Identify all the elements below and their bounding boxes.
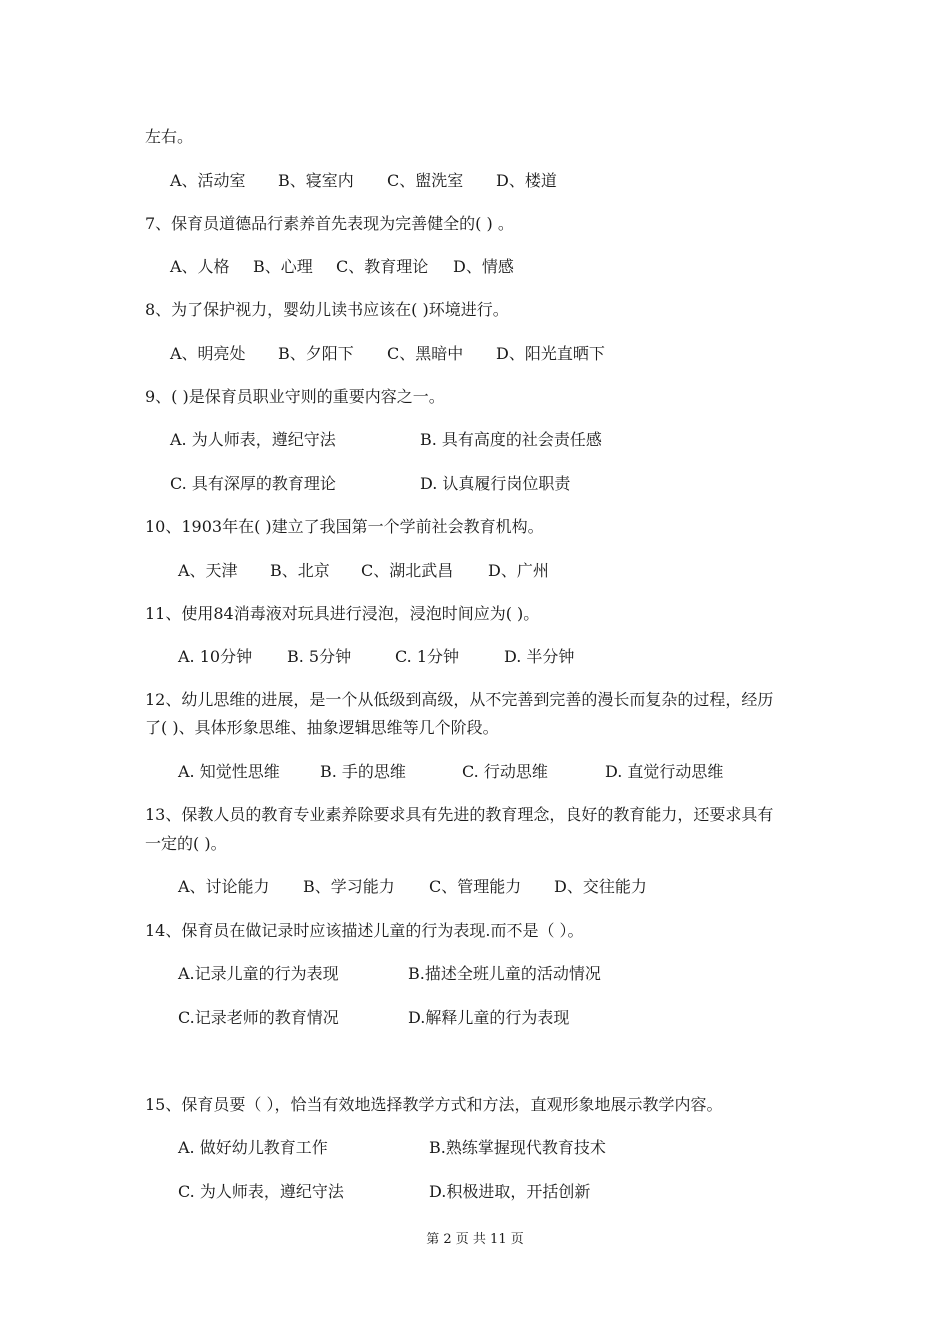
option-b: B、学习能力: [303, 877, 395, 896]
question-13: 13、保教人员的教育专业素养除要求具有先进的教育理念，良好的教育能力，还要求具有: [145, 805, 774, 824]
question-9: 9、( )是保育员职业守则的重要内容之一。: [145, 387, 445, 406]
page-footer: 第 2 页 共 11 页: [426, 1232, 524, 1247]
option-a: A. 知觉性思维: [178, 762, 280, 781]
option-d: D、广州: [488, 561, 549, 580]
option-b: B、寝室内: [278, 171, 354, 190]
text-line: 左右。: [145, 127, 194, 146]
option-a: A. 为人师表，遵纪守法: [170, 430, 336, 449]
option-d: D、交往能力: [554, 877, 647, 896]
option-a: A. 10分钟: [178, 647, 253, 666]
option-c: C. 为人师表，遵纪守法: [178, 1182, 344, 1201]
question-11: 11、使用84消毒液对玩具进行浸泡，浸泡时间应为( )。: [145, 604, 540, 623]
option-d: D.积极进取，开括创新: [429, 1182, 591, 1201]
option-c: C、湖北武昌: [361, 561, 454, 580]
option-b: B.描述全班儿童的活动情况: [408, 964, 601, 983]
option-d: D. 直觉行动思维: [605, 762, 724, 781]
question-15: 15、保育员要（ ），恰当有效地选择教学方式和方法，直观形象地展示教学内容。: [145, 1095, 723, 1114]
option-c: C、管理能力: [429, 877, 522, 896]
option-c: C.记录老师的教育情况: [178, 1008, 339, 1027]
option-a: A、活动室: [170, 171, 246, 190]
question-8: 8、为了保护视力，婴幼儿读书应该在( )环境进行。: [145, 300, 509, 319]
option-a: A、讨论能力: [178, 877, 270, 896]
option-b: B. 5分钟: [287, 647, 352, 666]
option-a: A.记录儿童的行为表现: [178, 964, 339, 983]
question-10: 10、1903年在( )建立了我国第一个学前社会教育机构。: [145, 517, 544, 536]
question-12-cont: 了( )、具体形象思维、抽象逻辑思维等几个阶段。: [145, 718, 499, 737]
option-b: B、夕阳下: [278, 344, 354, 363]
option-c: C. 1分钟: [395, 647, 460, 666]
option-d: D. 半分钟: [504, 647, 575, 666]
option-c: C. 具有深厚的教育理论: [170, 474, 336, 493]
option-b: B. 手的思维: [320, 762, 406, 781]
option-a: A、明亮处: [170, 344, 246, 363]
option-a: A、人格: [170, 257, 230, 276]
option-c: C. 行动思维: [462, 762, 548, 781]
option-d: D.解释儿童的行为表现: [408, 1008, 570, 1027]
option-d: D、情感: [453, 257, 514, 276]
question-7: 7、保育员道德品行素养首先表现为完善健全的( ) 。: [145, 214, 514, 233]
option-d: D. 认真履行岗位职责: [420, 474, 571, 493]
option-b: B.熟练掌握现代教育技术: [429, 1138, 606, 1157]
option-b: B. 具有高度的社会责任感: [420, 430, 602, 449]
option-c: C、盥洗室: [387, 171, 464, 190]
question-13-cont: 一定的( )。: [145, 834, 227, 853]
option-c: C、教育理论: [336, 257, 429, 276]
option-d: D、阳光直晒下: [496, 344, 605, 363]
option-a: A、天津: [178, 561, 238, 580]
question-14: 14、保育员在做记录时应该描述儿童的行为表现.而不是（ ）。: [145, 921, 584, 940]
question-12: 12、幼儿思维的进展，是一个从低级到高级，从不完善到完善的漫长而复杂的过程，经历: [145, 690, 774, 709]
option-c: C、黑暗中: [387, 344, 464, 363]
option-d: D、楼道: [496, 171, 557, 190]
option-a: A. 做好幼儿教育工作: [178, 1138, 328, 1157]
option-b: B、心理: [253, 257, 313, 276]
option-b: B、北京: [270, 561, 330, 580]
